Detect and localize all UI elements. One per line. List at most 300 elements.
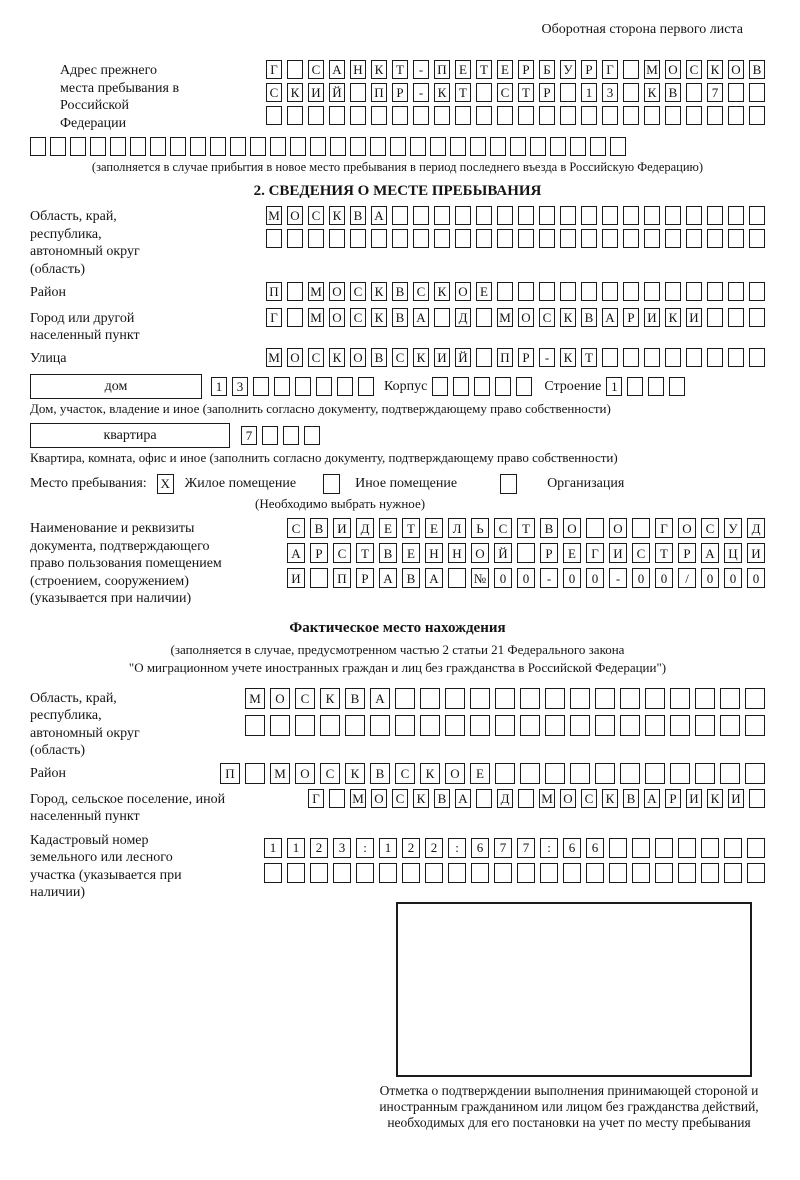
char-cell[interactable] — [678, 838, 696, 858]
char-cell[interactable] — [686, 282, 702, 301]
char-cell[interactable] — [371, 106, 387, 125]
char-cell[interactable] — [623, 348, 639, 367]
char-cell[interactable]: Т — [655, 543, 673, 563]
char-cell[interactable] — [287, 106, 303, 125]
char-cell[interactable] — [371, 229, 387, 248]
char-cell[interactable] — [701, 863, 719, 883]
char-cell[interactable] — [350, 106, 366, 125]
char-cell[interactable]: С — [413, 282, 429, 301]
char-cell[interactable]: 2 — [310, 838, 328, 858]
char-cell[interactable] — [410, 137, 426, 156]
char-cell[interactable] — [445, 715, 465, 736]
char-cell[interactable]: А — [329, 60, 345, 79]
char-cell[interactable] — [602, 106, 618, 125]
char-cell[interactable] — [560, 206, 576, 225]
char-cell[interactable] — [287, 863, 305, 883]
char-cell[interactable] — [707, 229, 723, 248]
char-cell[interactable]: Ц — [724, 543, 742, 563]
char-cell[interactable] — [520, 763, 540, 784]
char-cell[interactable]: 3 — [602, 83, 618, 102]
char-cell[interactable] — [563, 863, 581, 883]
char-cell[interactable]: Т — [517, 518, 535, 538]
char-cell[interactable] — [516, 377, 532, 396]
char-cell[interactable]: К — [345, 763, 365, 784]
char-cell[interactable]: С — [632, 543, 650, 563]
char-cell[interactable]: С — [308, 348, 324, 367]
char-cell[interactable]: С — [539, 308, 555, 327]
char-cell[interactable]: С — [497, 83, 513, 102]
char-cell[interactable] — [356, 863, 374, 883]
char-cell[interactable]: С — [333, 543, 351, 563]
char-cell[interactable]: И — [434, 348, 450, 367]
char-cell[interactable]: К — [420, 763, 440, 784]
char-cell[interactable]: М — [245, 688, 265, 709]
char-cell[interactable]: / — [678, 568, 696, 588]
char-cell[interactable]: С — [350, 282, 366, 301]
char-cell[interactable]: Н — [425, 543, 443, 563]
char-cell[interactable] — [539, 206, 555, 225]
char-cell[interactable] — [701, 838, 719, 858]
char-cell[interactable]: 1 — [581, 83, 597, 102]
char-cell[interactable] — [490, 137, 506, 156]
char-cell[interactable] — [434, 106, 450, 125]
char-cell[interactable]: П — [220, 763, 240, 784]
char-cell[interactable]: 1 — [264, 838, 282, 858]
char-cell[interactable] — [420, 688, 440, 709]
char-cell[interactable]: 0 — [517, 568, 535, 588]
char-cell[interactable]: В — [749, 60, 765, 79]
char-cell[interactable]: О — [609, 518, 627, 538]
char-cell[interactable]: Р — [310, 543, 328, 563]
char-cell[interactable] — [623, 60, 639, 79]
char-cell[interactable] — [287, 60, 303, 79]
char-cell[interactable] — [686, 206, 702, 225]
char-cell[interactable] — [632, 518, 650, 538]
char-cell[interactable] — [581, 206, 597, 225]
char-cell[interactable]: В — [345, 688, 365, 709]
char-cell[interactable] — [413, 106, 429, 125]
char-cell[interactable]: М — [266, 206, 282, 225]
char-cell[interactable] — [728, 348, 744, 367]
char-cell[interactable] — [471, 863, 489, 883]
char-cell[interactable]: - — [413, 83, 429, 102]
char-cell[interactable] — [470, 715, 490, 736]
char-cell[interactable]: К — [707, 789, 723, 808]
char-cell[interactable] — [50, 137, 66, 156]
char-cell[interactable] — [432, 377, 448, 396]
char-cell[interactable] — [620, 763, 640, 784]
char-cell[interactable]: К — [560, 348, 576, 367]
char-cell[interactable]: С — [395, 763, 415, 784]
char-cell[interactable]: И — [333, 518, 351, 538]
char-cell[interactable]: Р — [518, 348, 534, 367]
char-cell[interactable]: Д — [356, 518, 374, 538]
char-cell[interactable] — [495, 763, 515, 784]
char-cell[interactable]: В — [392, 282, 408, 301]
char-cell[interactable] — [749, 83, 765, 102]
char-cell[interactable] — [707, 206, 723, 225]
char-cell[interactable]: 2 — [402, 838, 420, 858]
char-cell[interactable] — [190, 137, 206, 156]
char-cell[interactable]: К — [434, 282, 450, 301]
char-cell[interactable] — [350, 229, 366, 248]
char-cell[interactable]: К — [560, 308, 576, 327]
char-cell[interactable] — [728, 282, 744, 301]
char-cell[interactable]: О — [371, 789, 387, 808]
char-cell[interactable] — [570, 688, 590, 709]
char-cell[interactable]: Б — [539, 60, 555, 79]
char-cell[interactable] — [665, 348, 681, 367]
char-cell[interactable] — [497, 282, 513, 301]
char-cell[interactable]: С — [266, 83, 282, 102]
char-cell[interactable] — [90, 137, 106, 156]
char-cell[interactable]: 6 — [586, 838, 604, 858]
char-cell[interactable] — [395, 688, 415, 709]
char-cell[interactable]: М — [644, 60, 660, 79]
char-cell[interactable]: К — [413, 789, 429, 808]
char-cell[interactable] — [728, 229, 744, 248]
char-cell[interactable] — [474, 377, 490, 396]
char-cell[interactable] — [648, 377, 664, 396]
char-cell[interactable]: Т — [518, 83, 534, 102]
char-cell[interactable] — [686, 106, 702, 125]
char-cell[interactable] — [707, 282, 723, 301]
char-cell[interactable]: 0 — [494, 568, 512, 588]
char-cell[interactable] — [720, 715, 740, 736]
char-cell[interactable]: М — [497, 308, 513, 327]
char-cell[interactable] — [230, 137, 246, 156]
char-cell[interactable] — [749, 229, 765, 248]
char-cell[interactable]: - — [413, 60, 429, 79]
char-cell[interactable] — [570, 763, 590, 784]
char-cell[interactable] — [520, 715, 540, 736]
char-cell[interactable]: 0 — [747, 568, 765, 588]
char-cell[interactable]: Г — [602, 60, 618, 79]
char-cell[interactable] — [448, 568, 466, 588]
char-cell[interactable]: 7 — [517, 838, 535, 858]
char-cell[interactable] — [550, 137, 566, 156]
char-cell[interactable] — [749, 106, 765, 125]
char-cell[interactable] — [623, 229, 639, 248]
char-cell[interactable] — [749, 348, 765, 367]
char-cell[interactable] — [395, 715, 415, 736]
char-cell[interactable]: А — [379, 568, 397, 588]
char-cell[interactable] — [747, 863, 765, 883]
char-cell[interactable]: Г — [266, 60, 282, 79]
char-cell[interactable]: У — [560, 60, 576, 79]
char-cell[interactable] — [283, 426, 299, 445]
char-cell[interactable] — [749, 206, 765, 225]
char-cell[interactable]: 2 — [425, 838, 443, 858]
char-cell[interactable] — [262, 426, 278, 445]
char-cell[interactable] — [724, 863, 742, 883]
char-cell[interactable] — [686, 229, 702, 248]
char-cell[interactable]: В — [379, 543, 397, 563]
char-cell[interactable] — [644, 106, 660, 125]
char-cell[interactable] — [632, 838, 650, 858]
char-cell[interactable]: А — [371, 206, 387, 225]
char-cell[interactable]: И — [686, 308, 702, 327]
char-cell[interactable] — [476, 348, 492, 367]
char-cell[interactable]: О — [678, 518, 696, 538]
char-cell[interactable] — [539, 229, 555, 248]
char-cell[interactable]: Р — [539, 83, 555, 102]
char-cell[interactable]: Е — [470, 763, 490, 784]
char-cell[interactable]: К — [665, 308, 681, 327]
char-cell[interactable] — [747, 838, 765, 858]
char-cell[interactable] — [586, 518, 604, 538]
char-cell[interactable] — [518, 206, 534, 225]
char-cell[interactable] — [665, 106, 681, 125]
char-cell[interactable] — [495, 377, 511, 396]
char-cell[interactable] — [470, 688, 490, 709]
char-cell[interactable] — [644, 348, 660, 367]
char-cell[interactable]: 0 — [724, 568, 742, 588]
char-cell[interactable] — [455, 106, 471, 125]
char-cell[interactable]: К — [413, 348, 429, 367]
char-cell[interactable] — [720, 688, 740, 709]
char-cell[interactable] — [270, 715, 290, 736]
char-cell[interactable]: Н — [448, 543, 466, 563]
char-cell[interactable]: В — [310, 518, 328, 538]
char-cell[interactable]: В — [540, 518, 558, 538]
char-cell[interactable] — [665, 282, 681, 301]
char-cell[interactable] — [627, 377, 643, 396]
char-cell[interactable]: С — [392, 348, 408, 367]
char-cell[interactable]: С — [308, 206, 324, 225]
char-cell[interactable] — [707, 348, 723, 367]
char-cell[interactable]: 7 — [707, 83, 723, 102]
char-cell[interactable]: И — [308, 83, 324, 102]
char-cell[interactable]: С — [392, 789, 408, 808]
char-cell[interactable]: В — [370, 763, 390, 784]
char-cell[interactable] — [749, 282, 765, 301]
char-cell[interactable] — [210, 137, 226, 156]
char-cell[interactable] — [510, 137, 526, 156]
char-cell[interactable] — [345, 715, 365, 736]
char-cell[interactable]: Д — [455, 308, 471, 327]
char-cell[interactable] — [686, 348, 702, 367]
char-cell[interactable] — [425, 863, 443, 883]
char-cell[interactable]: В — [665, 83, 681, 102]
char-cell[interactable]: М — [308, 282, 324, 301]
char-cell[interactable] — [308, 229, 324, 248]
char-cell[interactable]: Т — [455, 83, 471, 102]
char-cell[interactable]: Р — [665, 789, 681, 808]
char-cell[interactable]: К — [320, 688, 340, 709]
char-cell[interactable] — [665, 206, 681, 225]
char-cell[interactable]: А — [644, 789, 660, 808]
char-cell[interactable] — [520, 688, 540, 709]
char-cell[interactable] — [316, 377, 332, 396]
char-cell[interactable]: А — [602, 308, 618, 327]
char-cell[interactable] — [264, 863, 282, 883]
char-cell[interactable] — [695, 688, 715, 709]
char-cell[interactable]: Т — [476, 60, 492, 79]
char-cell[interactable] — [602, 229, 618, 248]
char-cell[interactable] — [620, 688, 640, 709]
char-cell[interactable]: С — [581, 789, 597, 808]
char-cell[interactable] — [476, 789, 492, 808]
char-cell[interactable]: - — [540, 568, 558, 588]
char-cell[interactable]: 1 — [379, 838, 397, 858]
char-cell[interactable] — [470, 137, 486, 156]
char-cell[interactable]: С — [494, 518, 512, 538]
char-cell[interactable] — [595, 763, 615, 784]
char-cell[interactable]: С — [686, 60, 702, 79]
char-cell[interactable] — [245, 715, 265, 736]
char-cell[interactable] — [453, 377, 469, 396]
char-cell[interactable]: Г — [655, 518, 673, 538]
char-cell[interactable] — [30, 137, 46, 156]
char-cell[interactable] — [581, 106, 597, 125]
char-cell[interactable]: К — [602, 789, 618, 808]
char-cell[interactable]: И — [609, 543, 627, 563]
char-cell[interactable] — [497, 206, 513, 225]
char-cell[interactable]: 0 — [632, 568, 650, 588]
char-cell[interactable] — [707, 308, 723, 327]
char-cell[interactable]: В — [434, 789, 450, 808]
char-cell[interactable]: К — [371, 282, 387, 301]
char-cell[interactable]: : — [356, 838, 374, 858]
char-cell[interactable]: Й — [494, 543, 512, 563]
char-cell[interactable] — [644, 206, 660, 225]
char-cell[interactable] — [518, 282, 534, 301]
char-cell[interactable]: П — [497, 348, 513, 367]
char-cell[interactable] — [678, 863, 696, 883]
char-cell[interactable] — [560, 106, 576, 125]
char-cell[interactable] — [545, 763, 565, 784]
char-cell[interactable] — [602, 282, 618, 301]
char-cell[interactable] — [724, 838, 742, 858]
char-cell[interactable] — [455, 229, 471, 248]
char-cell[interactable]: В — [623, 789, 639, 808]
char-cell[interactable] — [434, 206, 450, 225]
char-cell[interactable] — [595, 688, 615, 709]
char-cell[interactable] — [581, 282, 597, 301]
char-cell[interactable] — [570, 715, 590, 736]
char-cell[interactable]: О — [563, 518, 581, 538]
char-cell[interactable]: С — [320, 763, 340, 784]
char-cell[interactable]: 0 — [586, 568, 604, 588]
char-cell[interactable] — [310, 137, 326, 156]
char-cell[interactable]: Е — [402, 543, 420, 563]
char-cell[interactable]: К — [644, 83, 660, 102]
char-cell[interactable]: М — [539, 789, 555, 808]
checkbox-residential[interactable]: X — [157, 474, 174, 494]
char-cell[interactable]: В — [350, 206, 366, 225]
char-cell[interactable]: : — [448, 838, 466, 858]
char-cell[interactable]: М — [308, 308, 324, 327]
char-cell[interactable]: И — [287, 568, 305, 588]
char-cell[interactable]: Й — [329, 83, 345, 102]
char-cell[interactable] — [70, 137, 86, 156]
char-cell[interactable]: В — [392, 308, 408, 327]
char-cell[interactable]: Й — [455, 348, 471, 367]
char-cell[interactable]: 0 — [701, 568, 719, 588]
char-cell[interactable]: И — [728, 789, 744, 808]
char-cell[interactable] — [320, 715, 340, 736]
char-cell[interactable]: О — [471, 543, 489, 563]
char-cell[interactable]: О — [287, 348, 303, 367]
char-cell[interactable] — [476, 83, 492, 102]
char-cell[interactable] — [655, 838, 673, 858]
char-cell[interactable]: Г — [586, 543, 604, 563]
char-cell[interactable]: Е — [425, 518, 443, 538]
char-cell[interactable]: 6 — [471, 838, 489, 858]
char-cell[interactable] — [655, 863, 673, 883]
char-cell[interactable] — [245, 763, 265, 784]
char-cell[interactable]: К — [371, 308, 387, 327]
char-cell[interactable]: О — [287, 206, 303, 225]
char-cell[interactable] — [379, 863, 397, 883]
char-cell[interactable]: Т — [402, 518, 420, 538]
char-cell[interactable] — [434, 229, 450, 248]
char-cell[interactable]: 7 — [241, 426, 257, 445]
char-cell[interactable]: Е — [497, 60, 513, 79]
char-cell[interactable] — [476, 229, 492, 248]
char-cell[interactable] — [545, 688, 565, 709]
char-cell[interactable] — [329, 229, 345, 248]
char-cell[interactable]: 1 — [287, 838, 305, 858]
char-cell[interactable]: Р — [678, 543, 696, 563]
char-cell[interactable] — [402, 863, 420, 883]
char-cell[interactable] — [602, 348, 618, 367]
char-cell[interactable]: П — [333, 568, 351, 588]
char-cell[interactable]: Т — [392, 60, 408, 79]
char-cell[interactable]: О — [350, 348, 366, 367]
char-cell[interactable] — [130, 137, 146, 156]
char-cell[interactable]: И — [747, 543, 765, 563]
char-cell[interactable]: О — [455, 282, 471, 301]
char-cell[interactable]: О — [295, 763, 315, 784]
char-cell[interactable] — [455, 206, 471, 225]
char-cell[interactable]: М — [266, 348, 282, 367]
char-cell[interactable] — [560, 229, 576, 248]
char-cell[interactable]: А — [413, 308, 429, 327]
char-cell[interactable]: 7 — [494, 838, 512, 858]
char-cell[interactable] — [669, 377, 685, 396]
char-cell[interactable] — [728, 106, 744, 125]
char-cell[interactable]: : — [540, 838, 558, 858]
char-cell[interactable] — [518, 789, 534, 808]
char-cell[interactable] — [150, 137, 166, 156]
char-cell[interactable]: И — [686, 789, 702, 808]
char-cell[interactable]: К — [329, 206, 345, 225]
char-cell[interactable] — [749, 308, 765, 327]
char-cell[interactable] — [610, 137, 626, 156]
char-cell[interactable] — [745, 715, 765, 736]
char-cell[interactable]: В — [371, 348, 387, 367]
char-cell[interactable] — [545, 715, 565, 736]
char-cell[interactable] — [287, 308, 303, 327]
char-cell[interactable]: В — [402, 568, 420, 588]
char-cell[interactable] — [645, 688, 665, 709]
char-cell[interactable]: Л — [448, 518, 466, 538]
char-cell[interactable]: А — [287, 543, 305, 563]
checkbox-other-premises[interactable] — [323, 474, 340, 494]
char-cell[interactable] — [590, 137, 606, 156]
char-cell[interactable]: Р — [623, 308, 639, 327]
char-cell[interactable] — [495, 715, 515, 736]
char-cell[interactable] — [686, 83, 702, 102]
char-cell[interactable]: Р — [356, 568, 374, 588]
char-cell[interactable] — [392, 229, 408, 248]
char-cell[interactable] — [665, 229, 681, 248]
char-cell[interactable]: И — [644, 308, 660, 327]
char-cell[interactable] — [695, 715, 715, 736]
char-cell[interactable] — [110, 137, 126, 156]
